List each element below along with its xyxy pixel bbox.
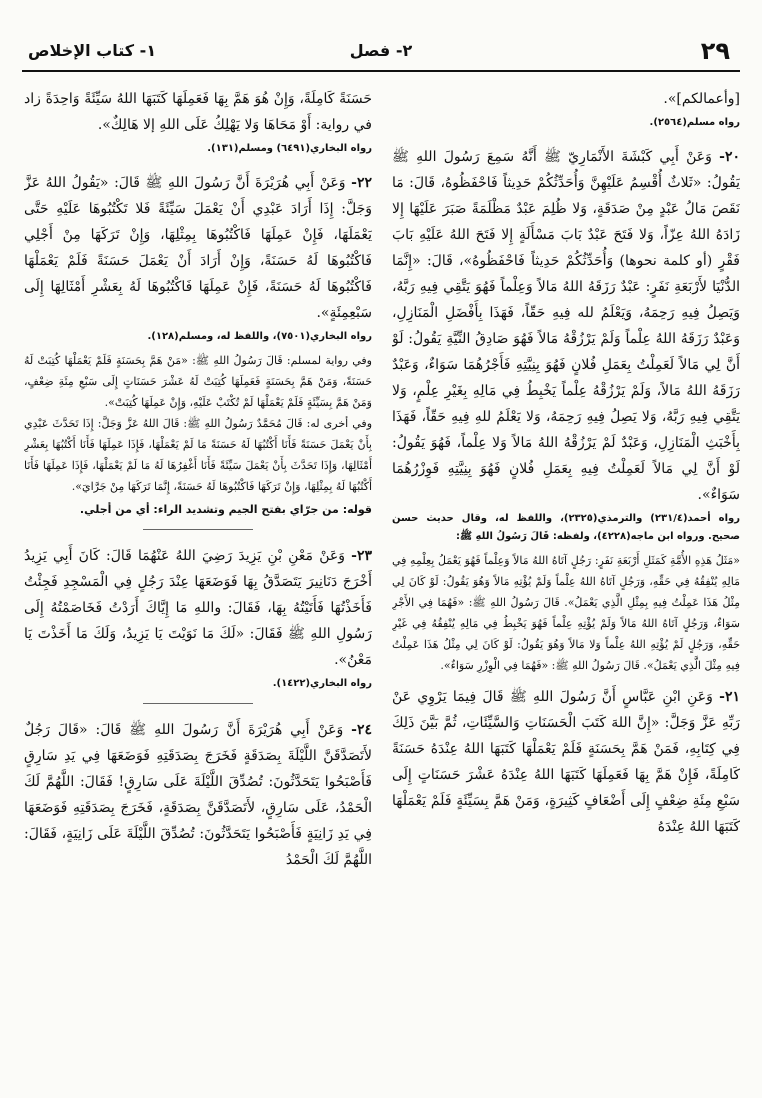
glossary-note: قوله: من جرّاي بفتح الجيم وتشديد الراء: أي من أجلي. <box>79 503 372 516</box>
source-reference: رواه البخاري(٧٥٠١)، واللفظ له، ومسلم(١٢٨). <box>147 331 372 342</box>
hadith-number: ٢٠- <box>719 149 740 165</box>
body-text: حَسَنَةً كَامِلَةً، وَإِنْ هُوَ هَمَّ بِهَا فَعَمِلَهَا كَتَبَهَا اللهُ سَيِّئَةً وَاحِدَةً زاد في رواية: أَوْ مَحَاهَا وَلا يَهْلِكُ عَلَى اللهِ إلا هَالِكٌ». <box>24 91 372 133</box>
hadith-paragraph <box>392 684 740 840</box>
body-text: [وأعمالكم]». <box>663 91 740 107</box>
source-reference: رواه أحمد(٢٣١/٤) والترمذي(٢٣٢٥)، واللفظ له، وقال حديث حسن صحيح. ورواه ابن ماجه(٤٢٢٨)، ولفظه: قَالَ رَسُولُ اللهِ ﷺ: <box>392 513 740 542</box>
hadith-paragraph <box>24 717 372 873</box>
hadith-text: وَعَنْ أَبِي كَبْشَةَ الأَنْمَارِيّ ﷺ أَنَّهُ سَمِعَ رَسُولَ اللهِ ﷺ يَقُولُ: «ثَلاثٌ أُقْسِمُ عَلَيْهِنَّ وَأُحَدِّثُكُمْ حَدِيثاً فَاحْفَظُوهُ، قَالَ: مَا نَقَصَ مَالُ عَبْدٍ مِنْ صَدَقَةٍ، وَلا ظُلِمَ عَبْدٌ مَظْلَمَةً صَبَرَ عَلَيْهَا إِلا زَادَهُ اللهُ عِزّاً، وَلا فَتَحَ عَبْدٌ بَابَ مَسْأَلَةٍ إِلا فَتَحَ اللهُ عَلَيْهِ بَابَ فَقْرٍ (أو كلمة نحوها) وَأُحَدِّثُكُمْ حَدِيثاً فَاحْفَظُوهُ»، قَالَ: «إِنَّمَا الدُّنْيَا لأَرْبَعَةِ نَفَرٍ: عَبْدٌ رَزَقَهُ اللهُ مَالاً وَعِلْماً فَهُوَ يَتَّقِي فِيهِ رَبَّهُ، وَيَصِلُ فِيهِ رَحِمَهُ، وَيَعْلَمُ لله فِيهِ حَقّاً، فَهَذَا بِأَفْضَلِ الْمَنَازِلِ، وَعَبْدٌ رَزَقَهُ اللهُ عِلْماً وَلَمْ يَرْزُقْهُ مَالاً فَهُوَ صَادِقُ النِّيَّةِ يَقُولُ: لَوْ أَنَّ لِي مَالاً لَعَمِلْتُ بِعَمَلِ فُلانٍ فَهُوَ بِنِيَّتِهِ فَأَجْرُهُمَا سَوَاءٌ، وَعَبْدٌ رَزَقَهُ اللهُ مَالاً، وَلَمْ يَرْزُقْهُ عِلْماً يَخْبِطُ فِي مَالِهِ بِغَيْرِ عِلْمٍ، وَلا يَتَّقِي فِيهِ رَبَّهُ، وَلا يَصِلُ فِيهِ رَحِمَهُ، وَلا يَعْلَمُ للهِ فِيهِ حَقّاً، فَهَذَا بِأَخْبَثِ الْمَنَازِلِ، وَعَبْدٌ لَمْ يَرْزُقْهُ اللهُ مَالاً وَلا عِلْماً، فَهُوَ يَقُولُ: لَوْ أَنَّ لِي مَالاً لَعَمِلْتُ فِيهِ بِعَمَلِ فُلانٍ فَهُوَ بِنِيَّتِهِ فَوِزْرُهُمَا سَوَاءٌ». <box>392 149 740 503</box>
variant-text: «مَثَلُ هَذِهِ الأُمَّةِ كَمَثَلِ أَرْبَعَةِ نَفَرٍ: رَجُلٍ آتَاهُ اللهُ مَالاً وَعِلْماً فَهُوَ يَعْمَلُ بِعِلْمِهِ فِي مَالِهِ يُنْفِقُهُ فِي حَقِّهِ، وَرَجُلٍ آتَاهُ اللهُ عِلْماً وَلَمْ يُؤْتِهِ مَالاً وَهُوَ يَقُولُ: لَوْ كَانَ لِي مِثْلُ هَذَا عَمِلْتُ فِيهِ بِمِثْلِ الَّذِي يَعْمَلُ». قَالَ رَسُولُ اللهِ ﷺ: «فَهُمَا فِي الأَجْرِ سَوَاءٌ، وَرَجُلٍ آتَاهُ اللهُ مَالاً وَلَمْ يُؤْتِهِ عِلْماً فَهُوَ يَخْبِطُ فِي مَالِهِ يُنْفِقُهُ فِي غَيْرِ حَقِّهِ، وَرَجُلٍ لَمْ يُؤْتِهِ اللهُ عِلْماً وَلا مَالاً وَهُوَ يَقُولُ: لَوْ كَانَ لِي مِثْلُ هَذَا عَمِلْتُ فِيهِ مِثْلَ الَّذِي يَعْمَلُ». قَالَ رَسُولُ اللهِ ﷺ: «فَهُمَا فِي الْوِزْرِ سَوَاءٌ». <box>392 554 740 672</box>
spacer <box>24 162 372 170</box>
divider <box>143 529 253 531</box>
book-title: ١- كتاب الإخلاص <box>28 41 157 60</box>
source-reference: رواه البخاري(٦٤٩١) ومسلم(١٣١). <box>207 143 372 154</box>
left-column <box>24 86 372 1086</box>
hadith-text: وَعَنِ ابْنِ عَبَّاسٍ أَنَّ رَسُولَ اللهِ ﷺ قَالَ فِيمَا يَرْوِي عَنْ رَبِّهِ عَزَّ وَجَلَّ: «إِنَّ اللهَ كَتَبَ الْحَسَنَاتِ وَالسَّيِّئَاتِ، ثُمَّ بَيَّنَ ذَلِكَ فِي كِتَابِهِ، فَمَنْ هَمَّ بِحَسَنَةٍ فَلَمْ يَعْمَلْهَا كَتَبَهَا اللهُ عِنْدَهُ حَسَنَةً كَامِلَةً، فَإِنْ هَمَّ بِهَا فَعَمِلَهَا كَتَبَهَا اللهُ عِنْدَهُ عَشْرَ حَسَنَاتٍ إِلَى سَبْعِ مِئَةِ ضِعْفٍ إِلَى أَضْعَافٍ كَثِيرَةٍ، وَمَنْ هَمَّ بِسَيِّئَةٍ فَلَمْ يَعْمَلْهَا كَتَبَهَا اللهُ عِنْدَهُ <box>392 689 740 835</box>
running-header <box>22 36 740 72</box>
divider <box>143 703 253 705</box>
hadith-text: وَعَنْ أَبِي هُرَيْرَةَ أَنَّ رَسُولَ اللهِ ﷺ قَالَ: «يَقُولُ اللهُ عَزَّ وَجَلَّ: إِذَا أَرَادَ عَبْدِي أَنْ يَعْمَلَ سَيِّئَةً فَلا تَكْتُبُوهَا عَلَيْهِ حَتَّى يَعْمَلَهَا، فَإِنْ عَمِلَهَا فَاكْتُبُوهَا بِمِثْلِهَا، وَإِنْ تَرَكَهَا مِنْ أَجْلِي فَاكْتُبُوهَا لَهُ حَسَنَةً، وَإِنْ أَرَادَ أَنْ يَعْمَلَ حَسَنَةً فَلَمْ يَعْمَلْهَا فَاكْتُبُوهَا لَهُ حَسَنَةً، فَإِنْ عَمِلَهَا فَاكْتُبُوهَا لَهُ بِعَشْرِ أَمْثَالِهَا إِلَى سَبْعِمِئَةٍ». <box>24 175 372 321</box>
hadith-number: ٢٢- <box>351 175 372 191</box>
page-number: ٢٩ <box>700 37 730 65</box>
source-reference: رواه مسلم(٢٥٦٤). <box>649 117 740 128</box>
hadith-text: وَعَنْ أَبِي هُرَيْرَةَ أَنَّ رَسُولَ اللهِ ﷺ قَالَ: «قَالَ رَجُلٌ لأَتَصَدَّقَنَّ اللَّيْلَةَ بِصَدَقَةٍ فَخَرَجَ بِصَدَقَتِهِ فَوَضَعَهَا فِي يَدِ سَارِقٍ فَأَصْبَحُوا يَتَحَدَّثُونَ: تُصُدِّقَ اللَّيْلَةَ عَلَى سَارِقٍ! فَقَالَ: اللَّهُمَّ لَكَ الْحَمْدُ، عَلَى سَارِقٍ، لأَتَصَدَّقَنَّ بِصَدَقَةٍ، فَخَرَجَ بِصَدَقَتِهِ فَوَضَعَهَا فِي يَدِ زَانِيَةٍ فَأَصْبَحُوا يَتَحَدَّثُونَ: تُصُدِّقَ اللَّيْلَةَ عَلَى زَانِيَةٍ، فَقَالَ: اللَّهُمَّ لَكَ الْحَمْدُ <box>24 722 372 868</box>
hadith-paragraph <box>24 170 372 326</box>
hadith-number: ٢١- <box>719 689 740 705</box>
spacer <box>392 676 740 684</box>
spacer <box>392 136 740 144</box>
hadith-paragraph <box>24 543 372 673</box>
hadith-number: ٢٤- <box>351 722 372 738</box>
hadith-number: ٢٣- <box>351 548 372 564</box>
source-reference: رواه البخاري(١٤٢٢). <box>272 678 372 689</box>
variant-text: وفي رواية لمسلم: قَالَ رَسُولُ اللهِ ﷺ: «مَنْ هَمَّ بِحَسَنَةٍ فَلَمْ يَعْمَلْهَا كُتِبَتْ لَهُ حَسَنَةً، وَمَنْ هَمَّ بِحَسَنَةٍ فَعَمِلَهَا كُتِبَتْ لَهُ عَشْرَ حَسَنَاتٍ إِلَى سَبْعِ مِئَةِ ضِعْفٍ، وَمَنْ هَمَّ بِسَيِّئَةٍ فَلَمْ يَعْمَلْهَا لَمْ تُكْتَبْ عَلَيْهِ، وَإِنْ عَمِلَهَا كُتِبَتْ». <box>24 354 372 409</box>
chapter-title: ٢- فصل <box>349 41 413 60</box>
hadith-paragraph <box>392 144 740 508</box>
variant-text: وفي أخرى له: قَالَ مُحَمَّدٌ رَسُولُ اللهِ ﷺ: قَالَ اللهُ عَزَّ وَجَلَّ: إِذَا تَحَدَّثَ عَبْدِي بِأَنْ يَعْمَلَ حَسَنَةً فَأَنَا أَكْتُبُهَا لَهُ حَسَنَةً مَا لَمْ يَعْمَلْهَا، فَإِذَا عَمِلَهَا فَأَنَا أَكْتُبُهَا بِعَشْرِ أَمْثَالِهَا، وَإِذَا تَحَدَّثَ بِأَنْ يَعْمَلَ سَيِّئَةً فَأَنَا أَغْفِرُهَا لَهُ مَا لَمْ يَعْمَلْهَا، فَإِذَا عَمِلَهَا فَأَنَا أَكْتُبُهَا لَهُ بِمِثْلِهَا، وَإِنْ تَرَكَهَا فَاكْتُبُوهَا لَهُ حَسَنَةً، إِنَّمَا تَرَكَهَا مِنْ جَرَّايَ». <box>24 417 372 493</box>
hadith-text: وَعَنْ مَعْنِ بْنِ يَزِيدَ رَضِيَ اللهُ عَنْهُمَا قَالَ: كَانَ أَبِي يَزِيدُ أَخْرَجَ دَنَانِيرَ يَتَصَدَّقُ بِهَا فَوَضَعَهَا عِنْدَ رَجُلٍ فِي الْمَسْجِدِ فَجِئْتُ فَأَخَذْتُهَا فَأَتَيْتُهُ بِهَا، فَقَالَ: واللهِ مَا إِيَّاكَ أَرَدْتُ فَخَاصَمْتُهُ إِلَى رَسُولِ اللهِ ﷺ فَقَالَ: «لَكَ مَا نَوَيْتَ يَا يَزِيدُ، وَلَكَ مَا أَخَذْتَ يَا مَعْنُ». <box>24 548 372 668</box>
right-column <box>392 86 740 1086</box>
